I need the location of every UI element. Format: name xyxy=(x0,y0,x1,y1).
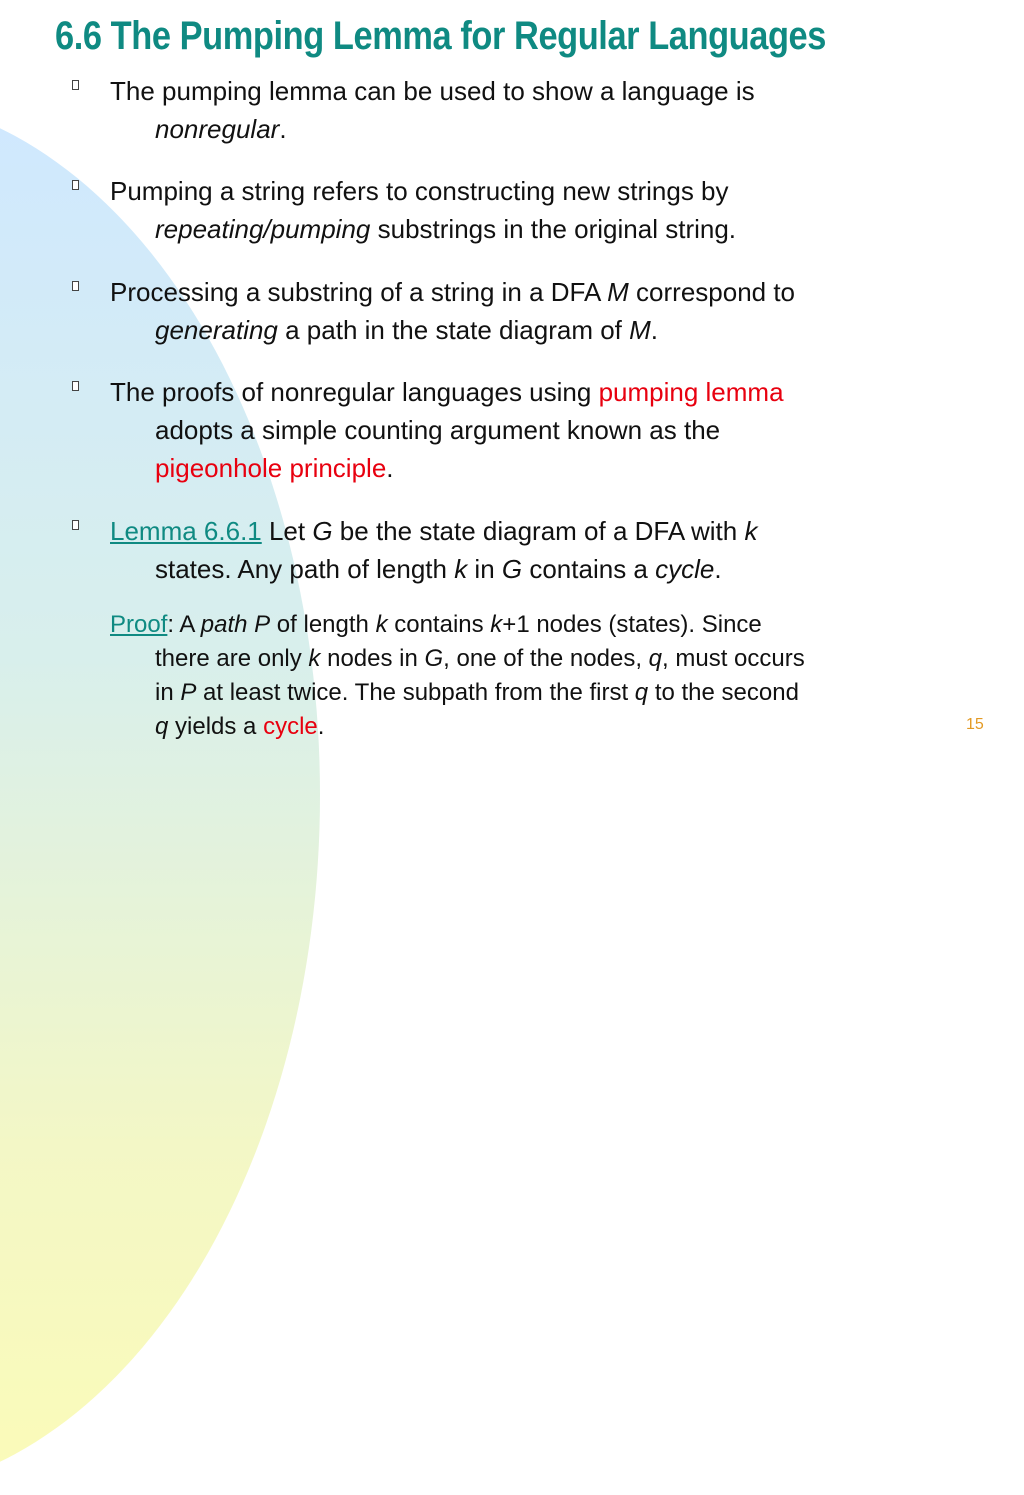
bullet-marker xyxy=(72,80,79,90)
bullet-marker xyxy=(72,520,79,530)
bullet-marker xyxy=(72,281,79,291)
bullet-3 xyxy=(72,273,952,349)
bullet-2-text: Pumping a string refers to constructing new strings by repeating/pumping substrings in the original string. xyxy=(110,176,737,244)
lemma-label: Lemma 6.6.1 xyxy=(110,516,262,546)
bullet-marker xyxy=(72,180,79,190)
bullet-4 xyxy=(72,373,952,487)
bullet-2 xyxy=(72,172,952,248)
bullet-1 xyxy=(72,72,952,148)
bullet-5 xyxy=(72,512,952,588)
page-number: 15 xyxy=(966,716,984,733)
bullet-1-text: The pumping lemma can be used to show a language is nonregular. xyxy=(110,76,755,144)
proof-label: Proof xyxy=(110,611,168,638)
highlight-term: pigeonhole principle xyxy=(155,453,387,483)
bullet-5-text: Lemma 6.6.1 Let G be the state diagram of a DFA with k states. Any path of length k in G contains a cycle. xyxy=(110,516,758,584)
highlight-term: cycle xyxy=(263,713,318,740)
slide-title: 6.6 The Pumping Lemma for Regular Languages xyxy=(55,14,826,58)
bullet-3-text: Processing a substring of a string in a DFA M correspond to generating a path in the state diagram of M. xyxy=(110,277,796,345)
bullet-marker xyxy=(72,381,79,391)
proof-paragraph: Proof: A path P of length k contains k+1 nodes (states). Since there are only k nodes in G, one of the nodes, q, must occurs in P at least twice. The subpath from the first q to the second q yields a cycle. xyxy=(110,611,805,740)
bullet-4-text: The proofs of nonregular languages using pumping lemma adopts a simple counting argument known as the pigeonhole principle. xyxy=(110,377,784,483)
highlight-term: pumping lemma xyxy=(598,377,784,407)
